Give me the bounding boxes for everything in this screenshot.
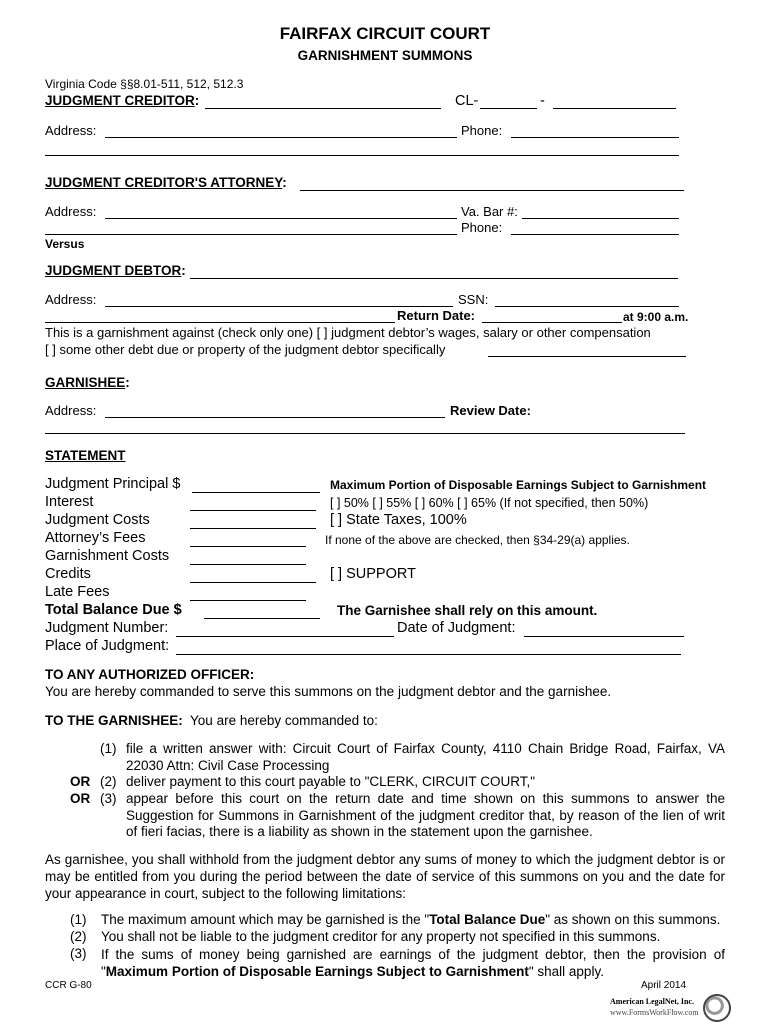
- versus-label: Versus: [45, 237, 85, 251]
- attorney-address-field-2[interactable]: [45, 234, 457, 235]
- officer-heading: TO ANY AUTHORIZED OFFICER:: [45, 667, 255, 682]
- withhold-paragraph: As garnishee, you shall withhold from the judgment debtor any sums of money to which the judgment debtor is or may be entitled from you during the period between the date of service of this summons on you and the date for your appearance in court, subject to the following limitations:: [45, 852, 725, 901]
- form-title: GARNISHMENT SUMMONS: [297, 48, 473, 63]
- other-debt-field[interactable]: [488, 356, 686, 357]
- max-portion-heading: Maximum Portion of Disposable Earnings Subject to Garnishment: [330, 478, 707, 492]
- return-date-field[interactable]: [482, 322, 622, 323]
- judgment-number-label: Judgment Number:: [45, 620, 169, 636]
- rely-note: The Garnishee shall rely on this amount.: [337, 603, 598, 618]
- place-label: Place of Judgment:: [45, 638, 170, 654]
- or-label-1: OR: [70, 774, 91, 789]
- vendor-url[interactable]: www.FormsWorkFlow.com: [610, 1008, 699, 1017]
- attorney-label: JUDGMENT CREDITOR'S ATTORNEY:: [45, 175, 287, 190]
- support-option[interactable]: [ ] SUPPORT: [330, 566, 416, 582]
- attorney-address-field[interactable]: [105, 218, 457, 219]
- credits-label: Credits: [45, 566, 91, 582]
- ssn-field[interactable]: [495, 306, 679, 307]
- statement-heading: STATEMENT: [45, 448, 126, 463]
- garnishee-address-field-2[interactable]: [45, 433, 685, 434]
- principal-label: Judgment Principal $: [45, 476, 181, 492]
- place-field[interactable]: [176, 654, 681, 655]
- debtor-label: JUDGMENT DEBTOR:: [45, 263, 186, 278]
- total-field[interactable]: [204, 618, 320, 619]
- credits-field[interactable]: [190, 582, 316, 583]
- fees-field[interactable]: [190, 546, 306, 547]
- garn-costs-label: Garnishment Costs: [45, 548, 170, 564]
- court-title: FAIRFAX CIRCUIT COURT: [279, 24, 491, 43]
- case-number-field-b[interactable]: [553, 108, 676, 109]
- total-label: Total Balance Due $: [45, 602, 182, 618]
- debtor-address-field[interactable]: [105, 306, 453, 307]
- late-fees-field[interactable]: [190, 600, 306, 601]
- officer-text: You are hereby commanded to serve this summons on the judgment debtor and the garnishee.: [45, 684, 612, 699]
- cl-label: CL-: [455, 93, 479, 109]
- fees-label: Attorney’s Fees: [45, 530, 146, 546]
- garnishee-command: TO THE GARNISHEE: You are hereby commanded to:: [45, 713, 378, 728]
- debtor-address-field-2[interactable]: [45, 322, 395, 323]
- attorney-address-label: Address:: [45, 204, 97, 219]
- principal-field[interactable]: [192, 492, 320, 493]
- judgment-date-label: Date of Judgment:: [397, 620, 516, 636]
- item3-number: (3): [100, 791, 117, 806]
- costs-label: Judgment Costs: [45, 512, 150, 528]
- garnishment-type-line: This is a garnishment against (check only one) [ ] judgment debtor’s wages, salary or other compensation: [45, 325, 651, 340]
- limit1-text: The maximum amount which may be garnished is the "Total Balance Due" as shown on this summons.: [101, 912, 721, 927]
- item3-text: appear before this court on the return date and time shown on this summons to answer the Suggestion for Summons in Garnishment of the judgment creditor that, by reason of the lien of writ of fieri facias, there is a liability as shown in the statement upon the garnishee.: [126, 791, 725, 839]
- none-checked-note: If none of the above are checked, then §34-29(a) applies.: [325, 533, 630, 547]
- limit2-number: (2): [70, 929, 87, 944]
- return-date-label: Return Date:: [397, 308, 476, 323]
- limit1-number: (1): [70, 912, 87, 927]
- garn-costs-field[interactable]: [190, 564, 306, 565]
- form-number: CCR G-80: [45, 980, 92, 991]
- debtor-name-field[interactable]: [190, 278, 678, 279]
- item1-number: (1): [100, 741, 117, 756]
- review-date-label: Review Date:: [450, 403, 531, 418]
- garnishee-address-label: Address:: [45, 403, 97, 418]
- attorney-name-field[interactable]: [300, 190, 684, 191]
- form-date: April 2014: [641, 980, 687, 991]
- cl-dash: -: [540, 93, 545, 109]
- creditor-name-field[interactable]: [205, 108, 441, 109]
- creditor-address-field-2[interactable]: [45, 155, 679, 156]
- creditor-label: JUDGMENT CREDITOR:: [45, 93, 200, 108]
- state-taxes-option[interactable]: [ ] State Taxes, 100%: [330, 512, 467, 528]
- judgment-number-field[interactable]: [176, 636, 394, 637]
- ssn-label: SSN:: [458, 292, 489, 307]
- return-time: at 9:00 a.m.: [623, 310, 689, 324]
- other-debt-line: [ ] some other debt due or property of the judgment debtor specifically: [45, 342, 446, 357]
- limit2-text: You shall not be liable to the judgment creditor for any property not specified in this summons.: [101, 929, 661, 944]
- vabar-label: Va. Bar #:: [461, 204, 518, 219]
- debtor-address-label: Address:: [45, 292, 97, 307]
- vendor-name: American LegalNet, Inc.: [610, 997, 694, 1006]
- attorney-phone-field[interactable]: [511, 234, 679, 235]
- percent-options[interactable]: [ ] 50% [ ] 55% [ ] 60% [ ] 65% (If not specified, then 50%): [330, 496, 649, 510]
- creditor-phone-label: Phone:: [461, 123, 503, 138]
- vendor-logo-icon: [703, 994, 731, 1022]
- item2-text: deliver payment to this court payable to "CLERK, CIRCUIT COURT,": [126, 774, 535, 789]
- item1-text: file a written answer with: Circuit Court of Fairfax County, 4110 Chain Bridge Road, Fairfax, VA 22030 Attn: Civil Case Processing: [126, 741, 725, 773]
- item2-number: (2): [100, 774, 117, 789]
- limit3-text: If the sums of money being garnished are earnings of the judgment debtor, then the provision of "Maximum Portion of Disposable Earnings Subject to Garnishment" shall apply.: [101, 947, 725, 979]
- garnishee-label: GARNISHEE:: [45, 375, 130, 390]
- costs-field[interactable]: [190, 528, 316, 529]
- virginia-code: Virginia Code §§8.01-511, 512, 512.3: [45, 77, 244, 91]
- late-fees-label: Late Fees: [45, 584, 110, 600]
- garnishee-address-field[interactable]: [105, 417, 445, 418]
- or-label-2: OR: [70, 791, 91, 806]
- case-number-field-a[interactable]: [480, 108, 537, 109]
- interest-label: Interest: [45, 494, 94, 510]
- creditor-address-field[interactable]: [105, 137, 457, 138]
- attorney-phone-label: Phone:: [461, 220, 503, 235]
- creditor-address-label: Address:: [45, 123, 97, 138]
- judgment-date-field[interactable]: [524, 636, 684, 637]
- interest-field[interactable]: [190, 510, 316, 511]
- vabar-field[interactable]: [522, 218, 679, 219]
- creditor-phone-field[interactable]: [511, 137, 679, 138]
- limit3-number: (3): [70, 946, 87, 961]
